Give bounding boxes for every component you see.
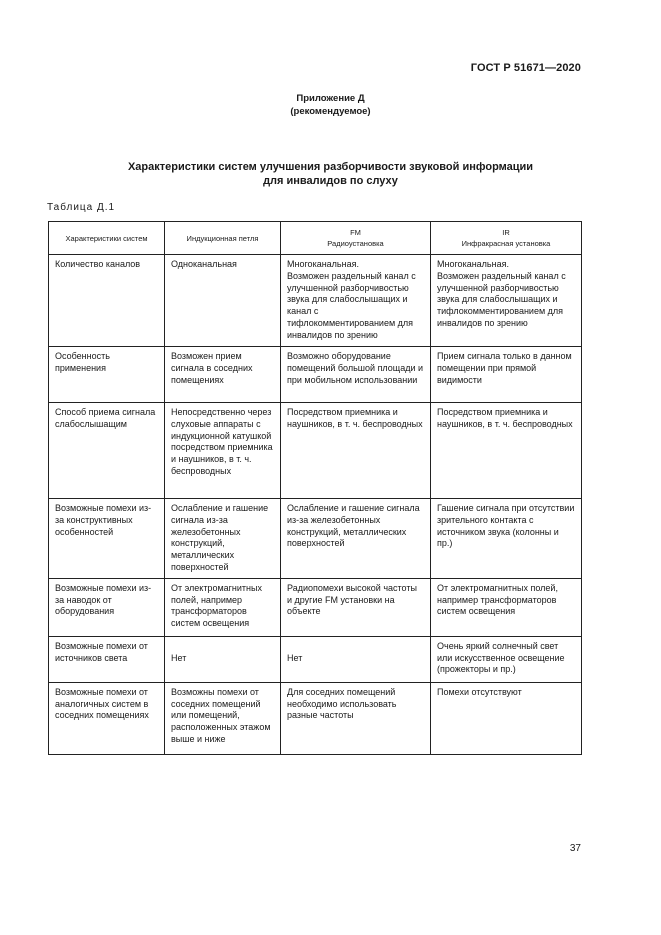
row-fm: Ослабление и гашение сигнала из-за железобетонных конструкций, металлических поверхностей	[281, 499, 431, 579]
table-row	[49, 403, 582, 499]
row-fm: Радиопомехи высокой частоты и другие FM установки на объекте	[281, 578, 431, 636]
row-induction-loop: От электромагнитных полей, например трансформаторов систем освещения	[165, 578, 281, 636]
row-fm: Нет	[281, 636, 431, 682]
row-induction-loop: Одноканальная	[165, 255, 281, 347]
appendix-title: Приложение Д	[296, 93, 365, 104]
header-fm-name: Радиоустановка	[327, 239, 384, 248]
row-induction-loop: Ослабление и гашение сигнала из-за железобетонных конструкций, металлических поверхностей	[165, 499, 281, 579]
standard-code: ГОСТ Р 51671—2020	[470, 62, 581, 74]
table-row	[49, 682, 582, 754]
header-ir-code: IR	[502, 228, 510, 237]
row-characteristic: Способ приема сигнала слабослышащим	[49, 403, 165, 499]
row-fm: Возможно оборудование помещений большой площади и при мобильном использовании	[281, 347, 431, 403]
row-ir: Очень яркий солнечный свет или искусственное освещение (прожекторы и пр.)	[431, 636, 582, 682]
row-ir: Посредством приемника и наушников, в т. ч. беспроводных	[431, 403, 582, 499]
row-characteristic: Особенность применения	[49, 347, 165, 403]
appendix-heading	[0, 92, 661, 118]
table-row	[49, 347, 582, 403]
table-row	[49, 578, 582, 636]
main-title	[0, 160, 661, 188]
table-row	[49, 499, 582, 579]
row-characteristic: Возможные помехи из-за конструктивных особенностей	[49, 499, 165, 579]
table-body	[49, 255, 582, 755]
characteristics-table	[48, 221, 582, 755]
table-label: Таблица Д.1	[47, 202, 116, 213]
header-fm	[281, 222, 431, 255]
header-induction-loop: Индукционная петля	[165, 222, 281, 255]
row-ir: От электромагнитных полей, например трансформаторов систем освещения	[431, 578, 582, 636]
header-ir	[431, 222, 582, 255]
row-characteristic: Возможные помехи от аналогичных систем в соседних помещениях	[49, 682, 165, 754]
table-row	[49, 636, 582, 682]
row-fm: Для соседних помещений необходимо использовать разные частоты	[281, 682, 431, 754]
header-fm-code: FM	[350, 228, 361, 237]
page-number: 37	[569, 843, 581, 854]
row-induction-loop: Возможны помехи от соседних помещений или помещений, расположенных этажом выше и ниже	[165, 682, 281, 754]
row-characteristic: Возможные помехи от источников света	[49, 636, 165, 682]
row-characteristic: Количество каналов	[49, 255, 165, 347]
main-title-line2: для инвалидов по слуху	[263, 175, 398, 187]
appendix-subtitle: (рекомендуемое)	[290, 106, 371, 117]
row-induction-loop: Возможен прием сигнала в соседних помещениях	[165, 347, 281, 403]
main-title-line1: Характеристики систем улучшения разборчивости звуковой информации	[127, 161, 534, 173]
row-ir: Прием сигнала только в данном помещении при прямой видимости	[431, 347, 582, 403]
row-fm: Многоканальная. Возможен раздельный канал с улучшенной разборчивостью звука для слабослышащих и канал с тифлокомментированием для инвалидов по зрению	[281, 255, 431, 347]
header-characteristics: Характеристики систем	[49, 222, 165, 255]
row-fm: Посредством приемника и наушников, в т. ч. беспроводных	[281, 403, 431, 499]
row-ir: Помехи отсутствуют	[431, 682, 582, 754]
table-header-row	[49, 222, 582, 255]
row-induction-loop: Нет	[165, 636, 281, 682]
header-ir-name: Инфракрасная установка	[461, 239, 551, 248]
row-characteristic: Возможные помехи из-за наводок от оборудования	[49, 578, 165, 636]
table-row	[49, 255, 582, 347]
row-induction-loop: Непосредственно через слуховые аппараты с индукционной катушкой посредством приемника и наушников, в т. ч. беспроводных	[165, 403, 281, 499]
row-ir: Гашение сигнала при отсутствии зрительного контакта с источником звука (колонны и пр.)	[431, 499, 582, 579]
row-ir: Многоканальная. Возможен раздельный канал с улучшенной разборчивостью звука для слабослышащих и тифлокомментированием для инвалидов по зрению	[431, 255, 582, 347]
